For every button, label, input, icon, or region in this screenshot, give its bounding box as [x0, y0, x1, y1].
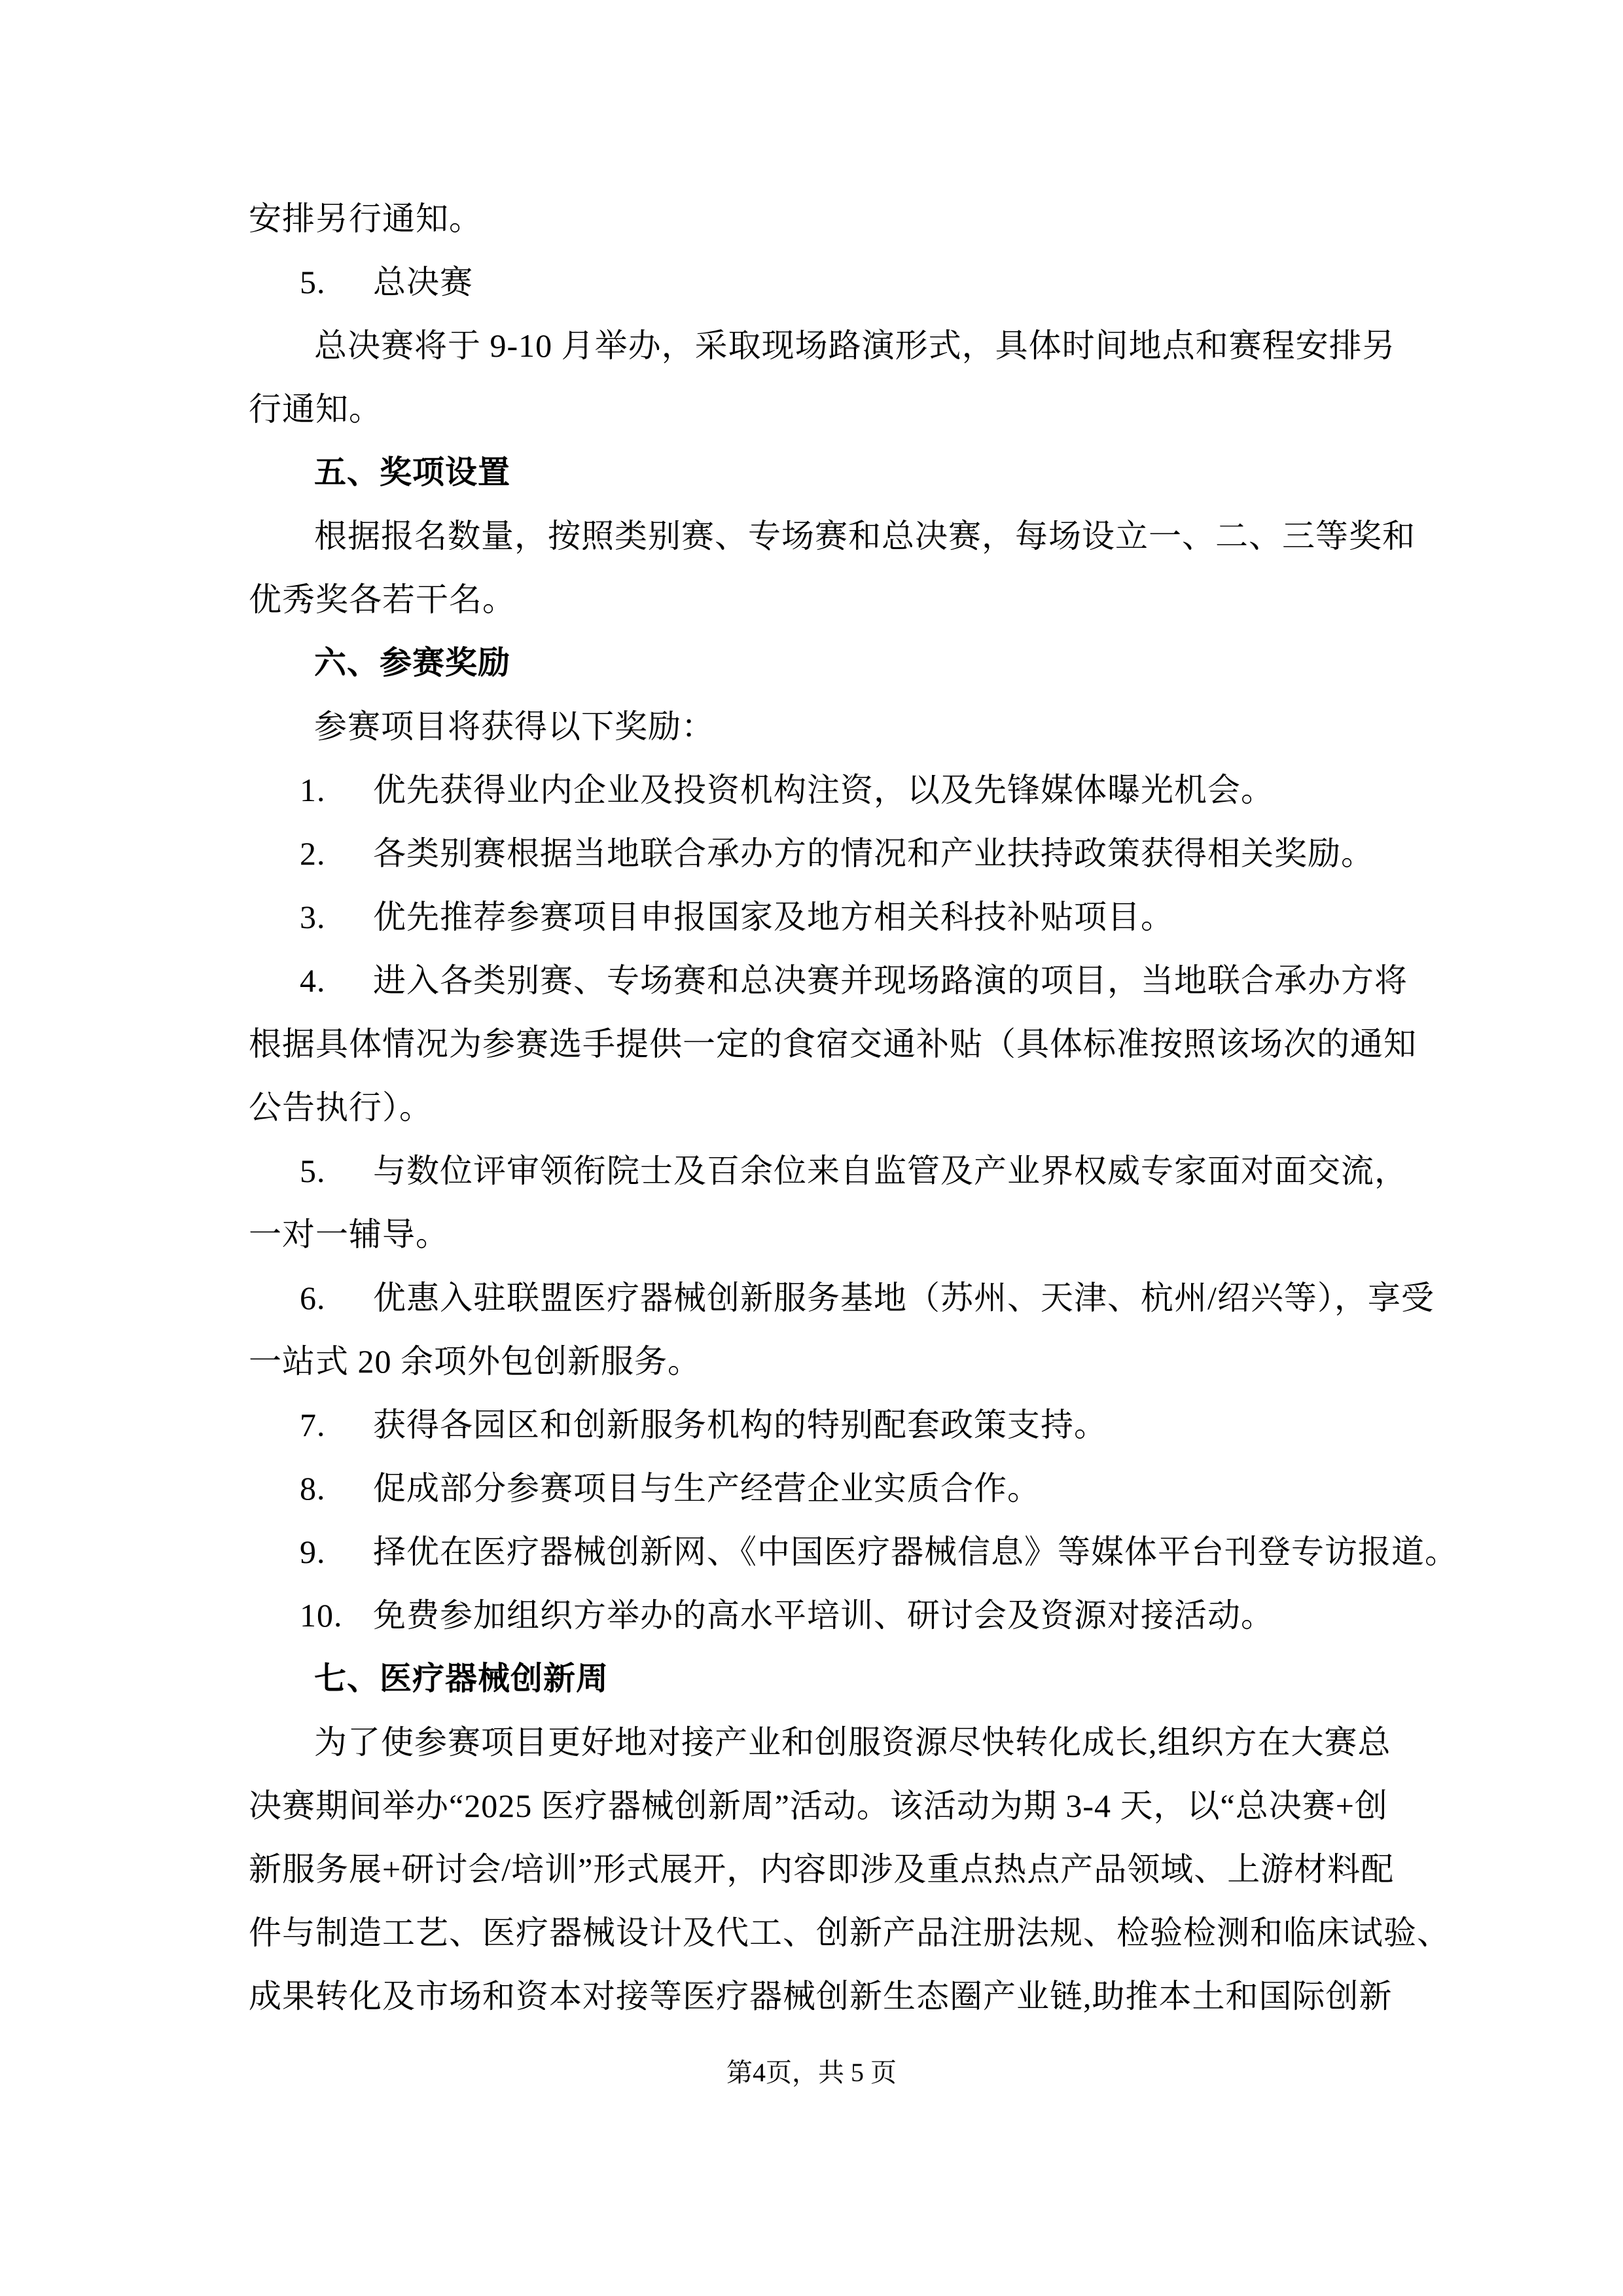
text-line: 件与制造工艺、医疗器械设计及代工、创新产品注册法规、检验检测和临床试验、 [249, 1914, 1450, 1951]
list-number: 8. [300, 1470, 326, 1507]
text-line: 行通知。 [249, 391, 382, 427]
text-line [249, 1520, 1458, 1584]
list-item-text: 免费参加组织方举办的高水平培训、研讨会及资源对接活动。 [373, 1597, 1274, 1634]
document-body [249, 187, 1458, 2028]
list-item-text: 各类别赛根据当地联合承办方的情况和产业扶持政策获得相关奖励。 [373, 835, 1374, 872]
list-item-text: 进入各类别赛、专场赛和总决赛并现场路演的项目，当地联合承办方将 [373, 962, 1408, 999]
text-line: 一对一辅导。 [249, 1216, 449, 1253]
list-number: 9. [300, 1534, 326, 1570]
text-line: 根据具体情况为参赛选手提供一定的食宿交通补贴（具体标准按照该场次的通知 [249, 1026, 1417, 1062]
text-line [249, 1393, 1391, 1457]
list-number: 2. [300, 835, 326, 872]
list-number: 7. [300, 1407, 326, 1443]
list-number: 6. [300, 1280, 326, 1316]
text-line: 决赛期间举办“2025 医疗器械创新周”活动。该活动为期 3-4 天，以“总决赛+创 [249, 1787, 1388, 1824]
section-heading: 六、参赛奖励 [314, 645, 511, 681]
text-line: 成果转化及市场和资本对接等医疗器械创新生态圈产业链,助推本土和国际创新 [249, 1978, 1393, 2015]
text-line: 公告执行）。 [249, 1089, 433, 1126]
text-line [249, 759, 1391, 822]
list-number: 3. [300, 899, 326, 935]
list-number: 5. [300, 264, 326, 300]
page-footer: 第4页，共 5 页 [726, 2058, 897, 2087]
list-item-text: 优惠入驻联盟医疗器械创新服务基地（苏州、天津、杭州/绍兴等），享受 [373, 1280, 1435, 1316]
list-item-text: 择优在医疗器械创新网、《中国医疗器械信息》等媒体平台刊登专访报道。 [373, 1534, 1458, 1570]
list-item-text: 促成部分参赛项目与生产经营企业实质合作。 [373, 1470, 1041, 1507]
text-line: 新服务展+研讨会/培训”形式展开，内容即涉及重点热点产品领域、上游材料配 [249, 1851, 1395, 1888]
list-number: 4. [300, 962, 326, 999]
text-line [249, 1139, 1408, 1203]
section-heading: 五、奖项设置 [314, 455, 511, 490]
text-line: 参赛项目将获得以下奖励： [314, 708, 715, 745]
list-item-text: 与数位评审领衔院士及百余位来自监管及产业界权威专家面对面交流， [373, 1153, 1408, 1189]
text-line: 为了使参赛项目更好地对接产业和创服资源尽快转化成长,组织方在大赛总 [314, 1724, 1391, 1761]
list-number: 1. [300, 772, 326, 808]
text-line [249, 949, 1408, 1013]
text-line [249, 886, 1391, 949]
text-line [249, 822, 1391, 886]
list-item-text: 优先获得业内企业及投资机构注资，以及先锋媒体曝光机会。 [373, 772, 1274, 808]
text-line [249, 1457, 1391, 1520]
text-line [249, 1584, 1391, 1647]
text-line: 安排另行通知。 [249, 200, 482, 237]
text-line: 优秀奖各若干名。 [249, 581, 516, 618]
text-line: 总决赛将于 9-10 月举办，采取现场路演形式，具体时间地点和赛程安排另 [314, 327, 1396, 364]
section-heading: 七、医疗器械创新周 [314, 1661, 609, 1696]
list-item-text: 优先推荐参赛项目申报国家及地方相关科技补贴项目。 [373, 899, 1174, 935]
text-line: 一站式 20 余项外包创新服务。 [249, 1343, 701, 1380]
list-number: 5. [300, 1153, 326, 1189]
list-number: 10. [300, 1597, 343, 1634]
list-item-text: 总决赛 [373, 264, 473, 300]
list-item-text: 获得各园区和创新服务机构的特别配套政策支持。 [373, 1407, 1107, 1443]
text-line [249, 1266, 1435, 1330]
text-line: 根据报名数量，按照类别赛、专场赛和总决赛，每场设立一、二、三等奖和 [314, 518, 1416, 554]
text-line [249, 251, 1391, 314]
